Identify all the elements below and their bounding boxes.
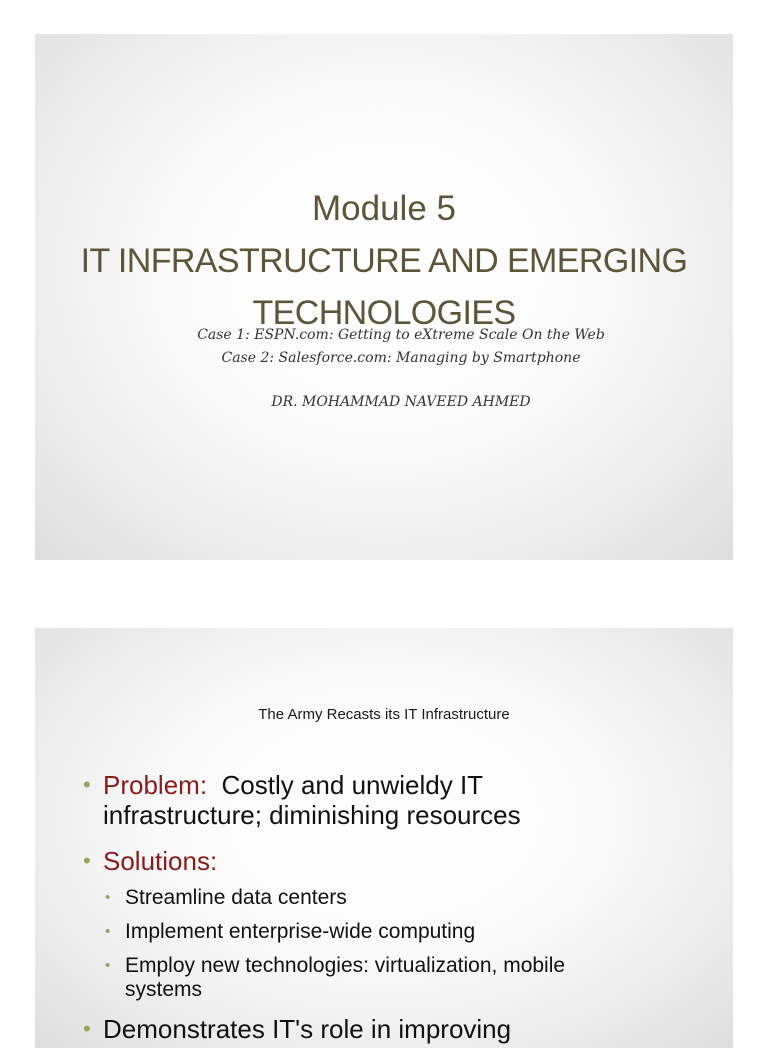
slide-army-case <box>35 628 733 1048</box>
problem-text-line-2: infrastructure; diminishing resources <box>103 800 521 830</box>
title-line-1: IT INFRASTRUCTURE AND EMERGING <box>80 242 688 280</box>
sub-bullet-3: • Employ new technologies: virtualization, mobile systems <box>105 954 566 1001</box>
bullet-solutions <box>83 846 217 876</box>
solutions-label: Solutions: <box>103 846 218 876</box>
bullet-icon: • <box>105 889 111 906</box>
author: DR. MOHAMMAD NAVEED AHMED <box>271 394 531 410</box>
module-number: Module 5 <box>312 189 456 228</box>
sub-bullet-2: • Implement enterprise-wide computing <box>105 920 476 943</box>
sub-bullet-1: • Streamline data centers <box>105 886 347 909</box>
title-line-2: TECHNOLOGIES <box>252 294 516 332</box>
case-2: Case 2: Salesforce.com: Managing by Smartphone <box>221 350 581 366</box>
bullet-icon: • <box>105 957 111 974</box>
case-list <box>35 324 767 370</box>
bullet-cut-off: • Demonstrates IT's role in improving <box>83 1014 512 1044</box>
bullet-problem <box>83 770 521 830</box>
slide-title <box>35 34 733 560</box>
problem-text-line-1: Costly and unwieldy IT <box>221 770 484 800</box>
bullet-icon: • <box>105 923 111 940</box>
bullet-icon: • <box>83 848 91 873</box>
bullet-icon: • <box>83 772 91 797</box>
bullet-icon: • <box>83 1016 91 1041</box>
case-1: Case 1: ESPN.com: Getting to eXtreme Scale On the Web <box>197 327 605 343</box>
problem-label: Problem: <box>103 770 208 800</box>
slide-heading: The Army Recasts its IT Infrastructure <box>258 706 510 723</box>
